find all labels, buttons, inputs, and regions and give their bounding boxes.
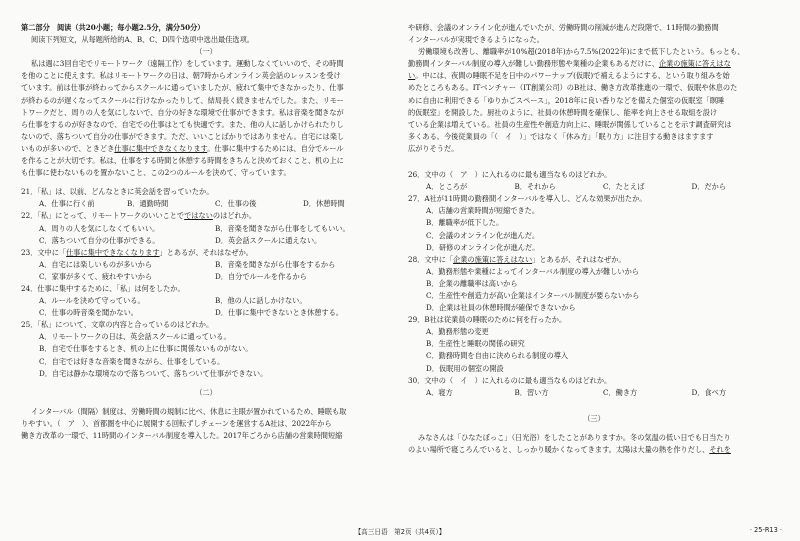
passage-line: みなさんは「ひなたぼっこ」（日光浴）をしたことがありますか。冬の気温の低い日でも日当たり <box>418 432 731 442</box>
question-27 <box>408 193 780 253</box>
option-c[interactable]: C．会議のオンライン化が進んだ。 <box>426 230 540 240</box>
passage-1 <box>21 58 391 179</box>
question-stem: 30．文中の（ イ ）に入れるのに最も適当なものはどれか。 <box>408 375 612 385</box>
option-c[interactable]: C．自宅では好きな音楽を聞きながら、仕事をしている。 <box>39 356 225 366</box>
passage-line: や研修、会議のオンライン化が進んでいたが、労働時間の削減が進んだ段階で、11時間の勤務間 <box>408 23 719 32</box>
question-28 <box>408 254 780 314</box>
passage-line: 的仮眠室」を開設した。厨社のように、社員の休憩時間を確保し、能率を向上させる取組を設け <box>408 107 718 117</box>
option-d[interactable]: D．自分でルールを作るから <box>215 271 307 281</box>
passage-line: 私は週に3回自宅でリモートワーク（遠隔工作）をしています。運動しなくていいので、その時間 <box>31 59 344 69</box>
option-c[interactable]: C．たとえば <box>603 182 645 192</box>
option-a[interactable]: A．店舗の営業時間が短縮できた。 <box>426 206 540 216</box>
page-number: 【高三日语 第2页（共4页）】 <box>354 528 446 536</box>
underlined-phrase: 仕事に集中できなくなります <box>66 247 160 257</box>
option-c[interactable]: C．家事が多くて、疲れやすいから <box>39 271 153 281</box>
option-d[interactable]: D．仮眠用の個室の開設 <box>426 363 504 373</box>
page-footer <box>0 526 800 536</box>
question-23 <box>21 247 391 283</box>
option-d[interactable]: D．研修のオンライン化が進んだ。 <box>426 242 540 252</box>
passage-line: が終わるのが遅くなってスクールに行けなかったりして、結局長く続きませんでした。また、リモー <box>21 95 344 105</box>
passage-2-continued <box>408 22 780 155</box>
question-29 <box>408 314 780 374</box>
option-b[interactable]: B．他の人に話しかけない。 <box>215 296 307 306</box>
section-label-3: （三） <box>583 413 605 423</box>
option-b[interactable]: B．それから <box>514 182 556 192</box>
option-a[interactable]: A．リモートワークの日は、英会話スクールに通っている。 <box>39 332 231 342</box>
left-column <box>21 22 391 442</box>
passage-line <box>408 444 780 456</box>
question-stem <box>21 210 391 222</box>
passage-line: めたところもある。ITベンチャー（IT創業公司）のB社は、働き方改革推進の一環で、仮眠や休息のた <box>408 83 738 93</box>
text-span: 」とあるが、それはなぜか。 <box>532 254 626 264</box>
passage-line: りやすい。（ ア ）、首都圏を中心に展開する回転ずしチェーンを運営するA社は、2022年から <box>21 418 332 428</box>
option-c[interactable]: C．働き方 <box>603 387 638 397</box>
question-stem <box>408 254 780 266</box>
question-26 <box>408 169 780 193</box>
passage-3 <box>408 432 780 456</box>
text-span: いものが多いので、ときどき <box>21 143 115 153</box>
question-stem: 25．「私」について、文章の内容と合っているのはどれか。 <box>21 320 214 330</box>
option-b[interactable]: B．離職率が低下した。 <box>426 218 504 228</box>
option-c[interactable]: C．仕事の後 <box>215 199 257 209</box>
passage-line: インターバルが実現できるようになった。 <box>408 35 544 45</box>
passage-line <box>408 58 780 70</box>
option-d[interactable]: D．自宅は静かな環境なので落ちついて、落ちついて仕事ができない。 <box>39 368 268 378</box>
option-b[interactable]: B．音楽を聞きながら仕事をしてもいい。 <box>215 223 350 233</box>
text-span: のはどれか。 <box>212 211 257 221</box>
passage-line: 広がりそうだ。 <box>408 143 459 153</box>
option-d[interactable]: D．英会話スクールに通えない。 <box>215 235 322 245</box>
question-stem: 29．B社は従業員の睡眠のために何を行ったか。 <box>408 315 567 325</box>
passage-line: トワークだと、周りの人を気にしないで、自分の好きな環境で仕事ができます。私は音楽を聞きなが <box>21 107 344 117</box>
section-label-1: （一） <box>195 47 217 57</box>
option-b[interactable]: B．音楽を聞きながら仕事をするから <box>215 259 336 269</box>
option-a[interactable]: A．勤務形態の変更 <box>426 327 489 337</box>
option-a[interactable]: A．自宅には楽しいものが多いから <box>39 259 153 269</box>
option-a[interactable]: A．ルールを決めて守っている。 <box>39 296 145 306</box>
question-stem: 27．A社が11時間の勤務間インターバルを導入し、どんな効果が出たか。 <box>408 194 647 204</box>
question-stem <box>21 247 391 259</box>
option-d[interactable]: D．だから <box>691 182 727 192</box>
underlined-phrase: それを <box>709 445 731 454</box>
option-a[interactable]: A．ところが <box>426 182 468 192</box>
question-stem: 21．「私」は、以前、どんなときに英会話を習っていたか。 <box>21 187 214 197</box>
option-b[interactable]: B．生産性と睡眠の関係の研究 <box>426 339 525 349</box>
question-30 <box>408 375 780 399</box>
passage-line: も仕事に使わないものを置かないこと、この2つのルールを決めて、守っています。 <box>21 168 291 178</box>
underlined-phrase: 企業の施策に答えはな <box>658 59 731 69</box>
passage-line: 労働環境も改善し、離職率が10%超(2018年)から7.5%(2022年)にまで低下したという。もっとも、 <box>418 47 745 57</box>
option-a[interactable]: A．仕事に行く前 <box>39 199 95 209</box>
text-span: 」とあるが、それはなぜか。 <box>159 247 253 257</box>
option-a[interactable]: A．寝方 <box>426 387 453 397</box>
passage-line: ら仕事をするのが好きなので、自宅での仕事はとても快適です。また、他の人に話しかけられたりし <box>21 119 344 129</box>
underlined-phrase: 仕事に集中できなくなります <box>114 143 208 153</box>
underlined-phrase: 企業の施策に答えはない <box>453 254 533 264</box>
passage-line: 多くある。今後従業員の「（ イ ）」ではなく「休み方」「眠り方」に注目する動きはますます <box>408 131 714 141</box>
text-span: のよい場所で寝ころんでいると、しっかり暖かくなってきます。太陽は大量の熱を作りだし、 <box>408 445 710 454</box>
passage-line <box>408 70 780 82</box>
question-stem: 26．文中の（ ア ）に入れるのに最も適当なものはどれか。 <box>408 170 612 180</box>
part-title: 第二部分 阅读（共20小题；每小题2.5分，满分50分） <box>21 23 205 32</box>
passage-2 <box>21 406 391 442</box>
exam-code: · 25-R13 · <box>749 526 782 534</box>
passage-line: ています。前は仕事が終わってからスクールに通っていましたが、疲れて集中できなかったり、仕事 <box>21 83 344 93</box>
option-b[interactable]: B．通勤時間 <box>127 199 169 209</box>
option-c[interactable]: C．勤務時間を自由に決められる制度の導入 <box>426 351 569 361</box>
option-d[interactable]: D．休憩時間 <box>303 199 345 209</box>
question-22 <box>21 210 391 246</box>
question-stem: 24．仕事に集中するために、「私」は何をしたか。 <box>21 283 185 293</box>
text-span: 22．「私」にとって、リモートワークのいいことで <box>21 211 185 221</box>
text-span: 。仕事に集中するためには、自分でルール <box>207 143 344 153</box>
text-span: 。中には、夜間の睡眠不足を日中のパワーナップ(仮眠)で補えるようにする、という取り組みを始 <box>415 71 730 81</box>
option-c[interactable]: C．落ちついて自分の仕事ができる。 <box>39 235 160 245</box>
passage-line: めに自由に利用できる「ゆりかごスペース」，2018年に良い香りなどを備えた個室の仮眠室「瞑睡 <box>408 95 725 105</box>
text-span: 勤務間インターバル制度の導入が難しい勤務形態や業種の企業もあるだけに、 <box>408 59 659 69</box>
right-column <box>408 22 780 456</box>
underlined-phrase: ではない <box>184 211 213 221</box>
passage-line: 働き方改革の一環で、11時間のインターバル制度を導入した。2017年ごろから店舗の営業時間短縮 <box>21 431 343 440</box>
passage-line: ている企業は増えている。社員の生産性や創造力向上に、睡眠が関係していることを示す調査研究は <box>408 119 732 129</box>
section-label-2: （二） <box>195 387 217 397</box>
option-b[interactable]: B．自宅で仕事をするとき、机の上に仕事に関係ないものがない。 <box>39 344 253 354</box>
option-b[interactable]: B．企業の離職率は高いから <box>426 278 518 288</box>
option-d[interactable]: D．仕事に集中できないとき休憩する。 <box>215 308 343 318</box>
option-c[interactable]: C．仕事の時音楽を聞かない。 <box>39 308 138 318</box>
underlined-phrase: い <box>408 71 416 81</box>
option-a[interactable]: A．勤務形態や業種によってインターバル制度の導入が難しいから <box>426 266 639 276</box>
passage-line: を作ることが大切です。私は、仕事をする時間と休憩する時間をきちんと決めておくこと、机の上に <box>21 156 344 166</box>
passage-line: を他のことに使えます。私はリモートワークの日は、朝7時からオンライン英会話のレッスンを受け <box>21 71 341 81</box>
instruction: 阅读下列短文，从每题所给的A、B、C、D四个选项中选出最佳选项。 <box>31 35 254 45</box>
option-d[interactable]: D．食べ方 <box>691 387 727 397</box>
question-24 <box>21 283 391 319</box>
text-span: 28．文中に「 <box>408 254 454 264</box>
question-25 <box>21 319 391 379</box>
passage-line <box>21 143 391 155</box>
text-span: 23．文中に「 <box>21 247 67 257</box>
option-b[interactable]: B．習い方 <box>514 387 549 397</box>
passage-line: インターバル（間隔）制度は、労働時間の規制に比べ、休息に主眼が置かれているため、睡眠も取 <box>31 406 347 416</box>
question-21 <box>21 186 391 210</box>
option-a[interactable]: A．周りの人を気にしなくてもいい。 <box>39 223 160 233</box>
passage-line: ないので、落ちついて自分の仕事ができます。ただ、いいことばかりではありません。自宅には楽し <box>21 131 345 141</box>
option-c[interactable]: C．生産性や創造力が高い企業はインターバル制度が要らないから <box>426 290 640 300</box>
option-d[interactable]: D．企業は社員の休憩時間が確保できないから <box>426 303 576 313</box>
